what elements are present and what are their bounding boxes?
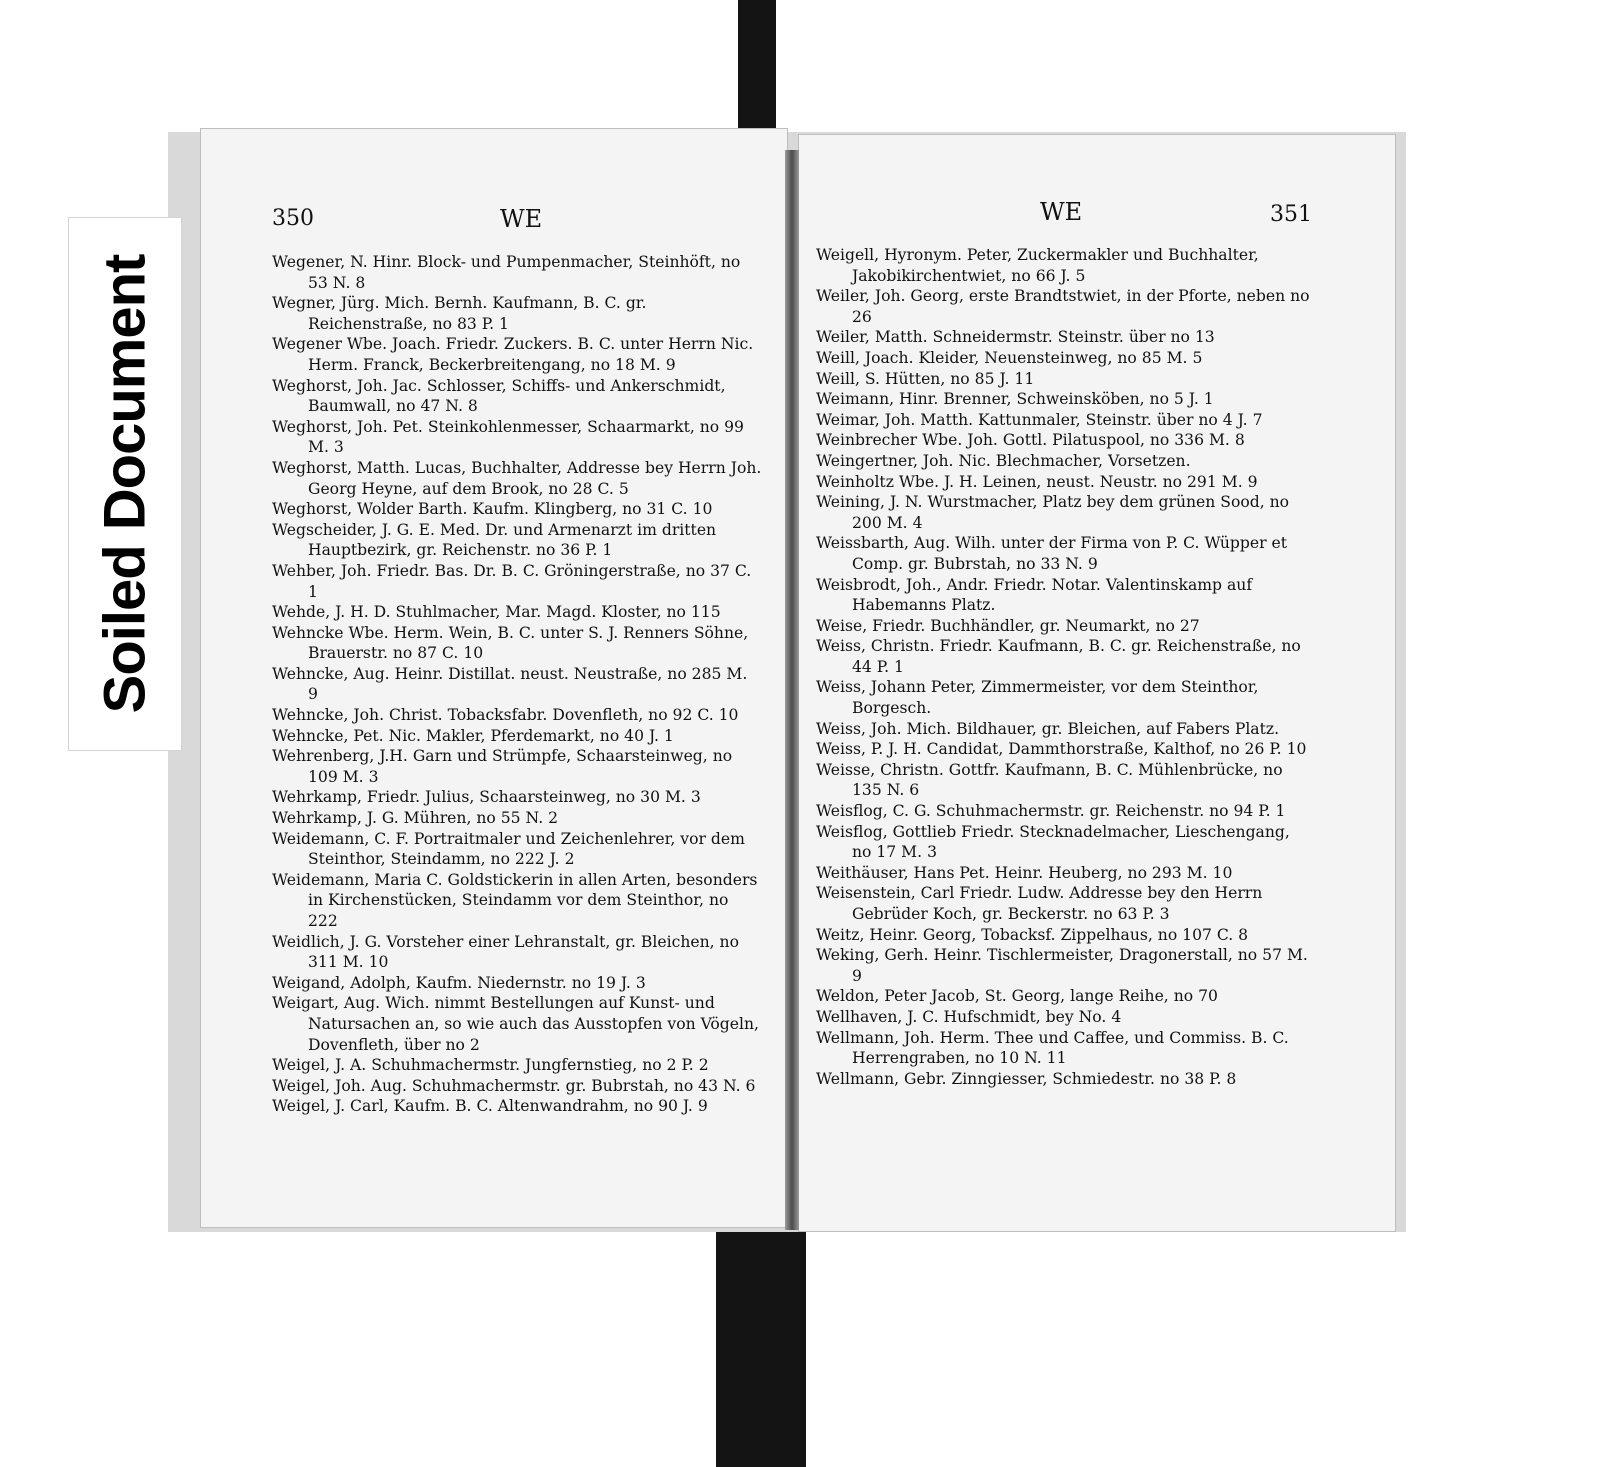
directory-entry: Weigart, Aug. Wich. nimmt Bestellungen auf Kunst- und Natursachen an, so wie auch das Ausstopfen von Vögeln, Dovenfleth, über no 2 — [272, 994, 759, 1054]
directory-entry: Weinholtz Wbe. J. H. Leinen, neust. Neustr. no 291 M. 9 — [816, 472, 1258, 491]
directory-entry: Weiler, Joh. Georg, erste Brandtstwiet, in der Pforte, neben no 26 — [816, 287, 1310, 326]
directory-entry: Weking, Gerh. Heinr. Tischlermeister, Dragonerstall, no 57 M. 9 — [816, 946, 1308, 985]
directory-entry: Weithäuser, Hans Pet. Heinr. Heuberg, no 293 M. 10 — [816, 863, 1233, 882]
directory-entry: Wegener, N. Hinr. Block- und Pumpenmacher, Steinhöft, no 53 N. 8 — [272, 253, 741, 292]
directory-entry: Weill, S. Hütten, no 85 J. 11 — [816, 369, 1035, 388]
directory-entry: Weisenstein, Carl Friedr. Ludw. Addresse bey den Herrn Gebrüder Koch, gr. Beckerstr. no 63 P. 3 — [816, 884, 1263, 923]
directory-entry: Wehncke, Joh. Christ. Tobacksfabr. Dovenfleth, no 92 C. 10 — [272, 706, 739, 725]
left-page-number: 350 — [272, 206, 314, 231]
directory-entry: Wegscheider, J. G. E. Med. Dr. und Armenarzt im dritten Hauptbezirk, gr. Reichenstr. no 36 P. 1 — [272, 520, 717, 560]
directory-entry: Weise, Friedr. Buchhändler, gr. Neumarkt, no 27 — [816, 616, 1200, 635]
directory-entry: Weissbarth, Aug. Wilh. unter der Firma von P. C. Wüpper et Comp. gr. Bubrstah, no 33 N. 9 — [816, 534, 1288, 573]
soiled-document-stamp — [68, 217, 182, 751]
book-gutter — [785, 150, 799, 1230]
directory-entry: Weiss, P. J. H. Candidat, Dammthorstraße, Kalthof, no 26 P. 10 — [816, 740, 1307, 759]
directory-entry: Weigand, Adolph, Kaufm. Niedernstr. no 19 J. 3 — [272, 973, 646, 992]
directory-entry: Weigell, Hyronym. Peter, Zuckermakler und Buchhalter, Jakobikirchentwiet, no 66 J. 5 — [816, 246, 1259, 285]
directory-entry: Weiss, Christn. Friedr. Kaufmann, B. C. gr. Reichenstraße, no 44 P. 1 — [816, 637, 1301, 676]
directory-entry: Wellmann, Gebr. Zinngiesser, Schmiedestr. no 38 P. 8 — [816, 1069, 1237, 1088]
directory-entry: Weisse, Christn. Gottfr. Kaufmann, B. C. Mühlenbrücke, no 135 N. 6 — [816, 760, 1283, 800]
directory-entry: Wehncke, Aug. Heinr. Distillat. neust. Neustraße, no 285 M. 9 — [272, 664, 748, 704]
directory-entry: Weiss, Johann Peter, Zimmermeister, vor dem Steinthor, Borgesch. — [816, 678, 1259, 718]
directory-entry: Weghorst, Joh. Pet. Steinkohlenmesser, Schaarmarkt, no 99 M. 3 — [272, 417, 744, 457]
directory-entry: Wehncke Wbe. Herm. Wein, B. C. unter S. J. Renners Söhne, Brauerstr. no 87 C. 10 — [272, 623, 749, 663]
directory-entry: Weisflog, Gottlieb Friedr. Stecknadelmacher, Lieschengang, no 17 M. 3 — [816, 822, 1290, 862]
directory-entry: Weimann, Hinr. Brenner, Schweinsköben, no 5 J. 1 — [816, 390, 1214, 409]
directory-entry: Wegener Wbe. Joach. Friedr. Zuckers. B. C. unter Herrn Nic. Herm. Franck, Beckerbreitengang, no 18 M. 9 — [272, 335, 754, 374]
directory-entry: Weining, J. N. Wurstmacher, Platz bey dem grünen Sood, no 200 M. 4 — [816, 493, 1290, 532]
directory-entry: Weisflog, C. G. Schuhmachermstr. gr. Reichenstr. no 94 P. 1 — [816, 802, 1286, 821]
directory-entry: Wellmann, Joh. Herm. Thee und Caffee, und Commiss. B. C. Herrengraben, no 10 N. 11 — [816, 1028, 1289, 1068]
directory-entry: Weghorst, Joh. Jac. Schlosser, Schiffs- und Ankerschmidt, Baumwall, no 47 N. 8 — [272, 376, 726, 416]
directory-entry: Weghorst, Matth. Lucas, Buchhalter, Addresse bey Herrn Joh. Georg Heyne, auf dem Brook, no 28 C. 5 — [272, 458, 762, 498]
directory-entry: Wellhaven, J. C. Hufschmidt, bey No. 4 — [816, 1007, 1122, 1026]
directory-entry: Wehncke, Pet. Nic. Makler, Pferdemarkt, no 40 J. 1 — [272, 726, 674, 745]
left-entry-list — [272, 252, 762, 1117]
directory-entry: Wehber, Joh. Friedr. Bas. Dr. B. C. Gröningerstraße, no 37 C. 1 — [272, 561, 752, 601]
directory-entry: Weimar, Joh. Matth. Kattunmaler, Steinstr. über no 4 J. 7 — [816, 410, 1263, 429]
directory-entry: Weidemann, Maria C. Goldstickerin in allen Arten, besonders in Kirchenstücken, Steindamm vor dem Steinthor, no 222 — [272, 870, 758, 930]
directory-entry: Weigel, J. Carl, Kaufm. B. C. Altenwandrahm, no 90 J. 9 — [272, 1097, 708, 1116]
directory-entry: Weill, Joach. Kleider, Neuensteinweg, no 85 M. 5 — [816, 348, 1203, 367]
directory-entry: Weidemann, C. F. Portraitmaler und Zeichenlehrer, vor dem Steinthor, Steindamm, no 222 J. 2 — [272, 829, 745, 869]
directory-entry: Weiler, Matth. Schneidermstr. Steinstr. über no 13 — [816, 328, 1215, 347]
binding-strip-bottom — [716, 1222, 806, 1467]
directory-entry: Wehrkamp, J. G. Mühren, no 55 N. 2 — [272, 809, 559, 828]
directory-entry: Weiss, Joh. Mich. Bildhauer, gr. Bleichen, auf Fabers Platz. — [816, 719, 1280, 738]
stamp-text: Soiled Document — [92, 254, 158, 714]
right-running-head: WE — [1040, 198, 1083, 226]
directory-entry: Weinbrecher Wbe. Joh. Gottl. Pilatuspool, no 336 M. 8 — [816, 431, 1245, 450]
directory-entry: Weingertner, Joh. Nic. Blechmacher, Vorsetzen. — [816, 451, 1191, 470]
right-entry-list — [816, 245, 1314, 1089]
directory-entry: Weldon, Peter Jacob, St. Georg, lange Reihe, no 70 — [816, 987, 1218, 1006]
directory-entry: Wehde, J. H. D. Stuhlmacher, Mar. Magd. Kloster, no 115 — [272, 603, 721, 622]
directory-entry: Weidlich, J. G. Vorsteher einer Lehranstalt, gr. Bleichen, no 311 M. 10 — [272, 932, 739, 972]
directory-entry: Weigel, J. A. Schuhmachermstr. Jungfernstieg, no 2 P. 2 — [272, 1056, 709, 1075]
directory-entry: Weigel, Joh. Aug. Schuhmachermstr. gr. Bubrstah, no 43 N. 6 — [272, 1076, 756, 1095]
directory-entry: Weghorst, Wolder Barth. Kaufm. Klingberg, no 31 C. 10 — [272, 500, 713, 519]
directory-entry: Weitz, Heinr. Georg, Tobacksf. Zippelhaus, no 107 C. 8 — [816, 925, 1249, 944]
directory-entry: Wehrenberg, J.H. Garn und Strümpfe, Schaarsteinweg, no 109 M. 3 — [272, 747, 733, 786]
right-page-number: 351 — [1270, 202, 1312, 227]
directory-entry: Wegner, Jürg. Mich. Bernh. Kaufmann, B. C. gr. Reichenstraße, no 83 P. 1 — [272, 294, 647, 333]
left-running-head: WE — [500, 205, 543, 233]
directory-entry: Weisbrodt, Joh., Andr. Friedr. Notar. Valentinskamp auf Habemanns Platz. — [816, 575, 1253, 615]
directory-entry: Wehrkamp, Friedr. Julius, Schaarsteinweg, no 30 M. 3 — [272, 788, 701, 807]
